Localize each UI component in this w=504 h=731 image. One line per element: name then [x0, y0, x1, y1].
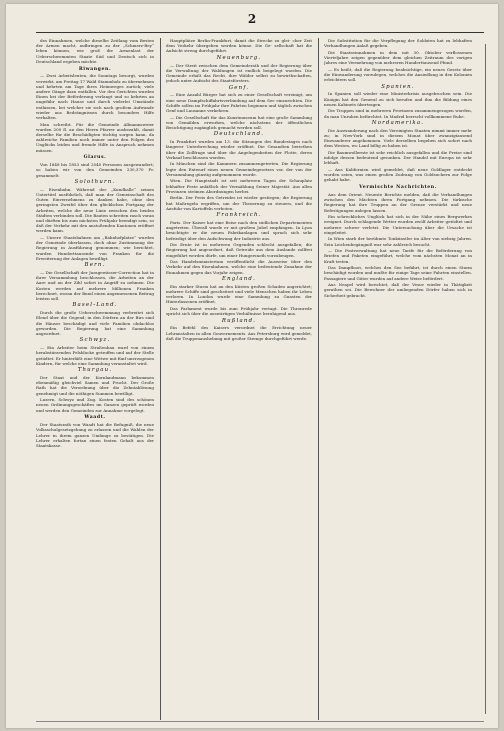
- section-heading: Frankreich.: [216, 212, 262, 219]
- article-paragraph: Das Handelsministerium veröffentlicht die Ausweise über den Verkehr auf den Eisenbahnen, welche eine bedeutende Zunahme der Einnahmen gegen das Vorjahr zeigen.: [166, 259, 312, 275]
- article-paragraph: Die Substitution für die Verpflegung der Soldaten hat zu lebhaften Verhandlungen Anlaß gegeben.: [324, 38, 472, 49]
- article-paragraph: Von 1848 bis 1853 sind 2540 Personen ausgewandert; so haben wir von den Gemeinden 230,370 Fr. gesammelt.: [36, 162, 154, 178]
- article-paragraph: In Frankfurt wurden am 13. die Sitzungen des Bundestages nach längerer Unterbrechung wieder eröffnet. Die Gesandten beriethen über die Zollfrage und über die Angelegenheiten der Flotte, deren Verkauf beschlossen worden.: [166, 139, 312, 160]
- section-heading: Waadt.: [84, 415, 106, 421]
- article-paragraph: Der Staat und der Kornlandmann bekommen ebenmäßig gleichviel Samen und Frucht. Der Große Rath hat die Verordnung über die Zehntablösung genehmigt und die nöthigen Summen bewilligt.: [36, 375, 154, 396]
- section-heading: Spanien.: [381, 83, 415, 90]
- article-paragraph: Die Ernte ist in mehreren Gegenden schlecht ausgefallen; die Regierung hat angeordnet, daß Getreide aus dem Auslande zollfrei eingeführt werden dürfe, um einer Hungersnoth vorzubeugen.: [166, 242, 312, 258]
- article-paragraph: Das Parlament wurde bis zum Frühjahr vertagt. Die Thronrede spricht sich über die auswärtigen Verhältnisse beruhigend aus.: [166, 305, 312, 317]
- article-paragraph: — Ein Arbeiter beim Straßenbau ward von einem herabstürzenden Felsblocke getroffen und auf der Stelle getödtet. Er hinterläßt eine Wittwe mit fünf unerzogenen Kindern, für welche eine Sammlung veranstaltet wird.: [36, 345, 154, 366]
- article-paragraph: Das Dampfboot, welches den See befährt, ist durch einen Sturm beschädigt worden und mußte für einige Tage seine Fahrten einstellen. Passagiere und Güter wurden auf andere Weise befördert.: [324, 265, 472, 281]
- article-paragraph: — Aus Kalifornien wird gemeldet, daß neue Goldlager entdeckt worden seien, was einen großen Zudrang von Goldsuchern zur Folge gehabt habe.: [324, 166, 472, 183]
- column-divider: [318, 38, 319, 720]
- article-paragraph: Berlin. Der Preis des Getreides ist wieder gestiegen; die Regierung hat Maßregeln ergriffen, um der Theuerung zu steuern, und die Ausfuhr von Kartoffeln verboten.: [166, 195, 312, 211]
- article-paragraph: Man schreibt: Für die Gemeinde Allmannsweier wurden 200 fl. an den Herrn Pfarrer ausbezahlt, damit derselbe für die Beschädigten tüchtig sorgen kann, da zahlreiche Familien noch immer unter den Folgen des Unglücks leiden und fremde Hilfe in Anspruch nehmen müssen.: [36, 121, 154, 153]
- footer-rule: [36, 721, 484, 722]
- article-paragraph: In München sind die Kammern zusammengetreten. Die Regierung legte den Entwurf eines neuen Gemeindegesetzes vor, der von der Versammlung günstig aufgenommen wurde.: [166, 161, 312, 177]
- article-paragraph: Ein starker Sturm hat an den Küsten großen Schaden angerichtet; mehrere Schiffe sind gescheitert und viele Menschen haben ihr Leben verloren. In London wurde eine Sammlung zu Gunsten der Hinterlassenen eröffnet.: [166, 283, 312, 305]
- section-heading: Nordamerika.: [371, 119, 425, 126]
- article-paragraph: Paris. Der Kaiser hat eine Reise nach den südlichen Departementen angetreten. Überall wurde er mit großem Jubel empfangen. In Lyon besichtigte er die neuen Fabrikanlagen und sprach sich sehr befriedigt über den Aufschwung der Industrie aus.: [166, 219, 312, 241]
- header-rule: [36, 32, 484, 33]
- page-edge-rule: [485, 44, 486, 714]
- section-heading: Neuenburg.: [216, 54, 262, 61]
- section-heading: Rußland.: [221, 317, 257, 324]
- article-paragraph: Ein schreckliches Unglück hat sich in der Nähe eines Bergwerkes ereignet. Durch schlagende Wetter wurden zwölf Arbeiter getödtet und mehrere schwer verletzt. Die Untersuchung über die Ursache ist eingeleitet.: [324, 214, 472, 235]
- article-paragraph: — Eine Anzahl Bürger hat sich zu einer Gesellschaft vereinigt, um eine neue Dampfschiffahrtsverbindung auf dem See einzurichten. Die Schiffe sollen im Frühjahr ihre Fahrten beginnen und täglich zwischen Genf und Lausanne verkehren.: [166, 92, 312, 113]
- article-paragraph: Wien. Die Hauptstadt ist seit mehreren Tagen der Schauplatz lebhafter Feste anläßlich der Vermählung Seiner Majestät. Aus allen Provinzen strömen Abordnungen herbei.: [166, 178, 312, 194]
- article-paragraph: — Unsere Staatsbahnen am „Bahnhofplatze“ wurden der Gemeinde überlassen, doch ohne Zustimmung der Regierung in Ausführung genommen; wie berichtet, wurden Hunderttausende von Franken für die Erweiterung der Anlagen bewilligt.: [36, 235, 154, 261]
- section-heading: Glarus.: [83, 155, 107, 161]
- column-right: [324, 38, 472, 720]
- article-paragraph: — Der Streit zwischen dem Gemeinderath und der Regierung über die Verwaltung der Waldungen ist endlich beigelegt worden. Die Gemeinde erhält das Recht, ihre Wälder selbst zu bewirthschaften, jedoch unter Aufsicht des Staatsförsters.: [166, 62, 312, 84]
- article-paragraph: Der Staatsrath von Waadt hat die Befugniß, die neue Volksschulgesetzgebung zu erlassen und die Wahlen der Lehrer in ihrem ganzen Umfange zu bestätigen. Die Lehrer erhalten fortan einen festen Gehalt aus der Staatskasse.: [36, 422, 154, 449]
- column-left: [36, 38, 154, 720]
- section-heading: Thurgau.: [77, 367, 113, 374]
- article-paragraph: — Die Gesellschaft der Juragewässer-Correction hat in ihrer Versammlung beschlossen, die Arbeiten an der Aare und an der Zihl sofort in Angriff zu nehmen. Die Kosten werden auf mehrere Millionen Franken berechnet, woran der Bund einen angemessenen Beitrag leisten soll.: [36, 270, 154, 302]
- article-paragraph: — Zwei Arbeitsleuten, die Sonntags besorgt, wurden verwirkt, am Freitag 17 Wald Stammholz zu übernehmen und kehrten am Tage ihres Heimweges zurück; viele andere Gänge dazu entfallen. Vor den Gerichten wurden Einen bei der Beförderung verlangt und so kehrten an ungefähr nach Hause und durch vielerlei Umstände entlassen, bei welcher sie sich nach großem Aufwande wieder aus Bedrängnissen durch besonders Hilfe verhalten.: [36, 73, 154, 121]
- newspaper-page: [6, 4, 498, 728]
- section-heading: England.: [221, 275, 257, 282]
- article-paragraph: — Es heißt, daß die Regierung beabsichtige, ein neues Gesetz über die Einwanderung vorzulegen, welches die Ansiedlung in den Kolonien erleichtern soll.: [324, 66, 472, 83]
- article-paragraph: Ein Befehl des Kaisers verordnet die Errichtung neuer Lehranstalten in allen Gouvernements. Aus Petersburg wird gemeldet, daß die Truppenaushebung mit großer Strenge durchgeführt werde.: [166, 325, 312, 341]
- section-heading: Basel-Land.: [72, 302, 118, 309]
- article-paragraph: Die Truppen sind in mehreren Provinzen zusammengezogen worden, da man Unruhen befürchtet. In Madrid herrscht vollkommene Ruhe.: [324, 108, 472, 119]
- article-paragraph: Die Auswanderung nach den Vereinigten Staaten nimmt immer mehr zu; in New-York sind in diesem Monat über zwanzigtausend Einwanderer angekommen. Viele derselben begeben sich sofort nach dem Westen, wo Land billig zu haben ist.: [324, 127, 472, 149]
- article-paragraph: Aus Neapel wird berichtet, daß der Vesuv wieder in Thätigkeit gerathen sei. Die Bewohner der umliegenden Dörfer haben sich in Sicherheit gebracht.: [324, 282, 472, 298]
- article-paragraph: Hauptplätze Berlin-Frankfurt, damit die Strecke zu glei- cher Zeit dem Verkehr übergeben werden könne. Die Ge- sellschaft hat die Aufsicht streng durchgeführt.: [166, 38, 312, 54]
- article-paragraph: — Die Postverwaltung hat neue Tarife für die Beförderung von Briefen und Paketen eingeführt, welche vom nächsten Monat an in Kraft treten.: [324, 248, 472, 264]
- article-paragraph: Die Staatseinnahmen in dem mit 30. Oktober verflossenen Vierteljahre zeigen gegenüber dem gleichen Zeitraum des vorigen Jahres eine Vermehrung von mehreren Hunderttausend Pfund.: [324, 49, 472, 66]
- article-paragraph: In Spanien soll wieder eine Ministerkrisis ausgebrochen sein. Die Königin hat den General zu sich berufen und ihm die Bildung eines neuen Kabinets übertragen.: [324, 91, 472, 107]
- page-number: 2: [247, 12, 257, 26]
- article-paragraph: Die Baumwollernte ist sehr reichlich ausgefallen und die Preise sind infolge dessen bedeutend gesunken. Der Handel mit Europa ist sehr lebhaft.: [324, 149, 472, 166]
- section-heading: Bern.: [84, 262, 106, 269]
- article-paragraph: — Eisenbahn. Während der „Kundhalle“ seinen Untertitel ausführlich, daß man der Gemeinschaft des Guten Einvernehmens zu danken habe, ohne den geringsten Zweifel über den glücklichen Fortgang der Arbeiten, welche die neue Linie zwischen den beiden Städten verbinden soll. Die Bauten schreiten rasch voran und dürften bis zum nächsten Frühjahr beendigt sein, so daß der Verkehr mit den anstoßenden Kantonen eröffnet werden kann.: [36, 186, 154, 234]
- article-paragraph: Durch die große Ueberschwemmung verbreitet sich Elend über die Gegend; in den Dörfern an der Birs sind die Häuser beschädigt und viele Familien obdachlos geworden. Die Regierung hat eine Sammlung angeordnet.: [36, 310, 154, 337]
- article-paragraph: Luzern, Schwyz und Zug. Kosten sind des schönen neuen Ordinungsgeschäftes im Ganzen geprüft worden und werden den Gemeinden zur Annahme vorgelegt.: [36, 397, 154, 413]
- column-divider: [160, 38, 161, 720]
- article-paragraph: — Die Gesellschaft für das Kunstmuseum hat eine große Sammlung von Gemälden erworben, welche nächstens der öffentlichen Besichtigung zugänglich gemacht werden soll.: [166, 114, 312, 130]
- column-middle: [166, 38, 312, 720]
- section-heading: Schwyz.: [79, 337, 111, 344]
- section-heading: Riwangen.: [78, 66, 112, 72]
- section-heading: Vermischte Nachrichten.: [359, 185, 437, 191]
- article-paragraph: Aus dem Orient. Neueste Berichte melden, daß die Verhandlungen zwischen den Mächten ihren Fortgang nehmen. Die türkische Regierung hat ihre Truppen an der Grenze verstärkt und neue Befestigungen anlegen lassen.: [324, 191, 472, 213]
- article-paragraph: des Einnahmen, welche dieselbe Zeitlang vom Besten der Armen macht, aufbringen zu der „Schmerz-Bey“ leben können, wie groß die Armenlast der Ueberschwemmten Staate Süd und Deutsch sich in Deutschland ergeben möchte.: [36, 38, 154, 64]
- section-heading: Deutschland.: [213, 131, 265, 138]
- article-paragraph: In Wien starb der berühmte Tonkünstler im Alter von siebzig Jahren. Sein Leichenbegängniß war sehr zahlreich besucht.: [324, 236, 472, 247]
- section-heading: Solothurn.: [74, 179, 116, 186]
- section-heading: Genf.: [228, 84, 250, 91]
